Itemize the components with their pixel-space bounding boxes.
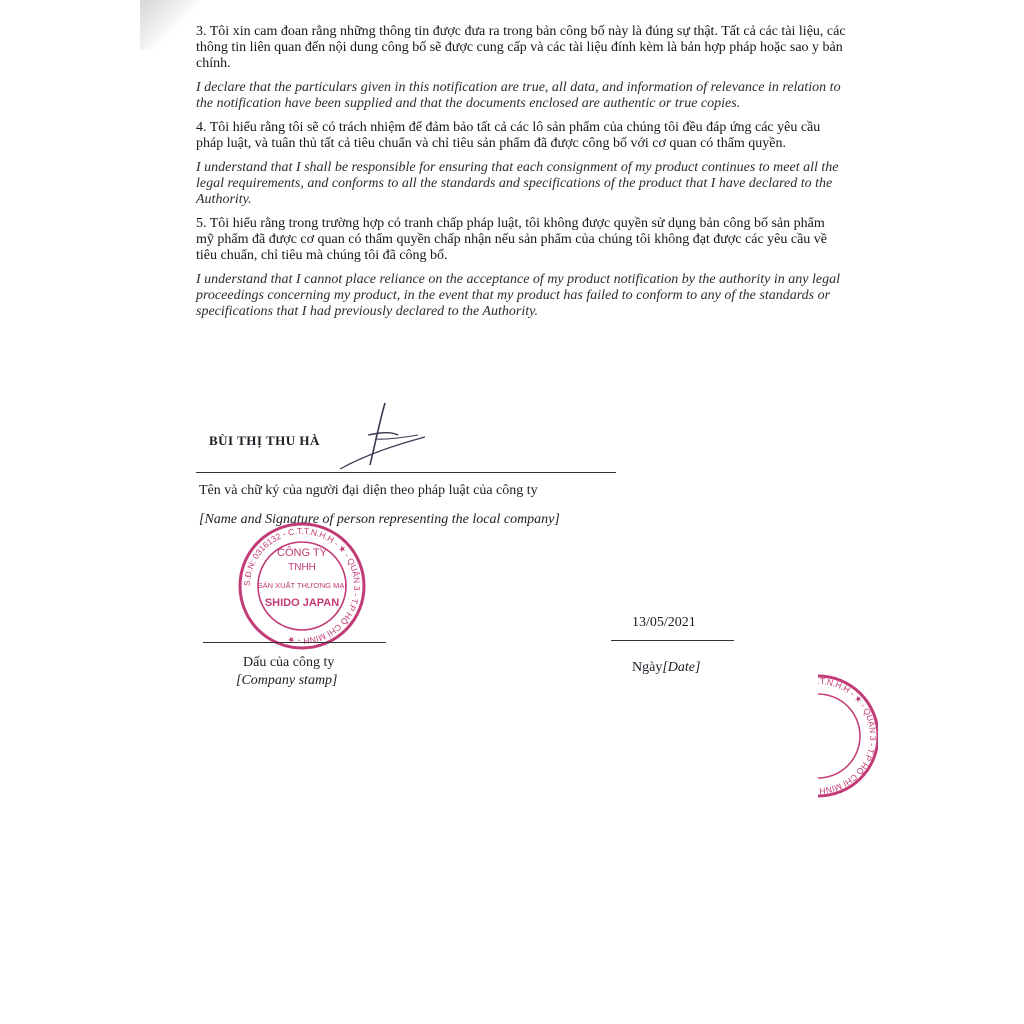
declaration-3-vn: 3. Tôi xin cam đoan rằng những thông tin được đưa ra trong bản công bố này là đúng sự thật. Tất cả các tài liệu, các thông tin liên quan đến nội dung công bố sẽ được cung cấp và các tài liệu đính kèm là bản hợp pháp hoặc sao y bản chính. <box>196 24 846 71</box>
signature-label-vn: Tên và chữ ký của người đại diện theo pháp luật của công ty <box>199 483 538 498</box>
declaration-5-en: I understand that I cannot place reliance on the acceptance of my product notification by the authority in any legal proceedings concerning my product, in the event that my product has failed to conform to any of the standards or specifications that I had previously declared to the Authority. <box>196 272 840 319</box>
stamp-label-en: [Company stamp] <box>236 673 338 688</box>
handwritten-signature <box>330 395 440 475</box>
date-value: 13/05/2021 <box>632 615 696 630</box>
declaration-4-en: I understand that I shall be responsible for ensuring that each consignment of my product continues to meet all the legal requirements, and conforms to all the standards and specifications of the product that I have declared to the Authority. <box>196 160 839 207</box>
seal-line-3: SẢN XUẤT THƯƠNG MẠI <box>257 581 347 590</box>
partial-seal-ring-text: T.N.H.H - ★ - QUẬN 3 - T.P HỒ CHÍ MINH <box>818 676 878 797</box>
seal-line-1: CÔNG TY <box>277 547 327 559</box>
signature-line <box>196 472 616 473</box>
date-label-en: [Date] <box>662 660 701 675</box>
stamp-label-vn: Dấu của công ty <box>243 655 335 670</box>
date-line <box>611 640 734 641</box>
date-label-vn: Ngày <box>632 660 663 675</box>
seal-line-4: SHIDO JAPAN <box>264 597 340 609</box>
signer-name: BÙI THỊ THU HÀ <box>209 433 320 448</box>
declaration-body <box>196 24 846 320</box>
seal-ring-text: S.Đ.N: 0316132 - C.T.T.N.H.H - ★ - QUẬN 3 - T.P HỒ CHÍ MINH - ★ <box>241 525 363 647</box>
declaration-4-vn: 4. Tôi hiểu rằng tôi sẽ có trách nhiệm để đảm bảo tất cả các lô sản phẩm của chúng tôi đều đáp ứng các yêu cầu pháp luật, và tuân thủ tất cả tiêu chuẩn và chỉ tiêu sản phẩm đã được công bố với cơ quan có thẩm quyền. <box>196 120 821 151</box>
seal-line-2: TNHH <box>288 562 316 573</box>
declaration-3-en: I declare that the particulars given in this notification are true, all data, and information of relevance in relation to the notification have been supplied and that the documents enclosed are authentic or true copies. <box>196 80 841 111</box>
stamp-line <box>203 642 386 643</box>
date-label <box>632 660 700 676</box>
company-seal <box>228 522 376 650</box>
signature-label-en: [Name and Signature of person representing the local company] <box>199 512 560 527</box>
partial-seal-edge <box>818 672 878 800</box>
page-fold-shadow <box>140 0 200 50</box>
declaration-5-vn: 5. Tôi hiểu rằng trong trường hợp có tranh chấp pháp luật, tôi không được quyền sử dụng bản công bố sản phẩm mỹ phẩm đã được cơ quan có thẩm quyền chấp nhận nếu sản phẩm của chúng tôi không đạt được các yêu cầu về tiêu chuẩn, chỉ tiêu mà chúng tôi đã công bố. <box>196 216 828 263</box>
